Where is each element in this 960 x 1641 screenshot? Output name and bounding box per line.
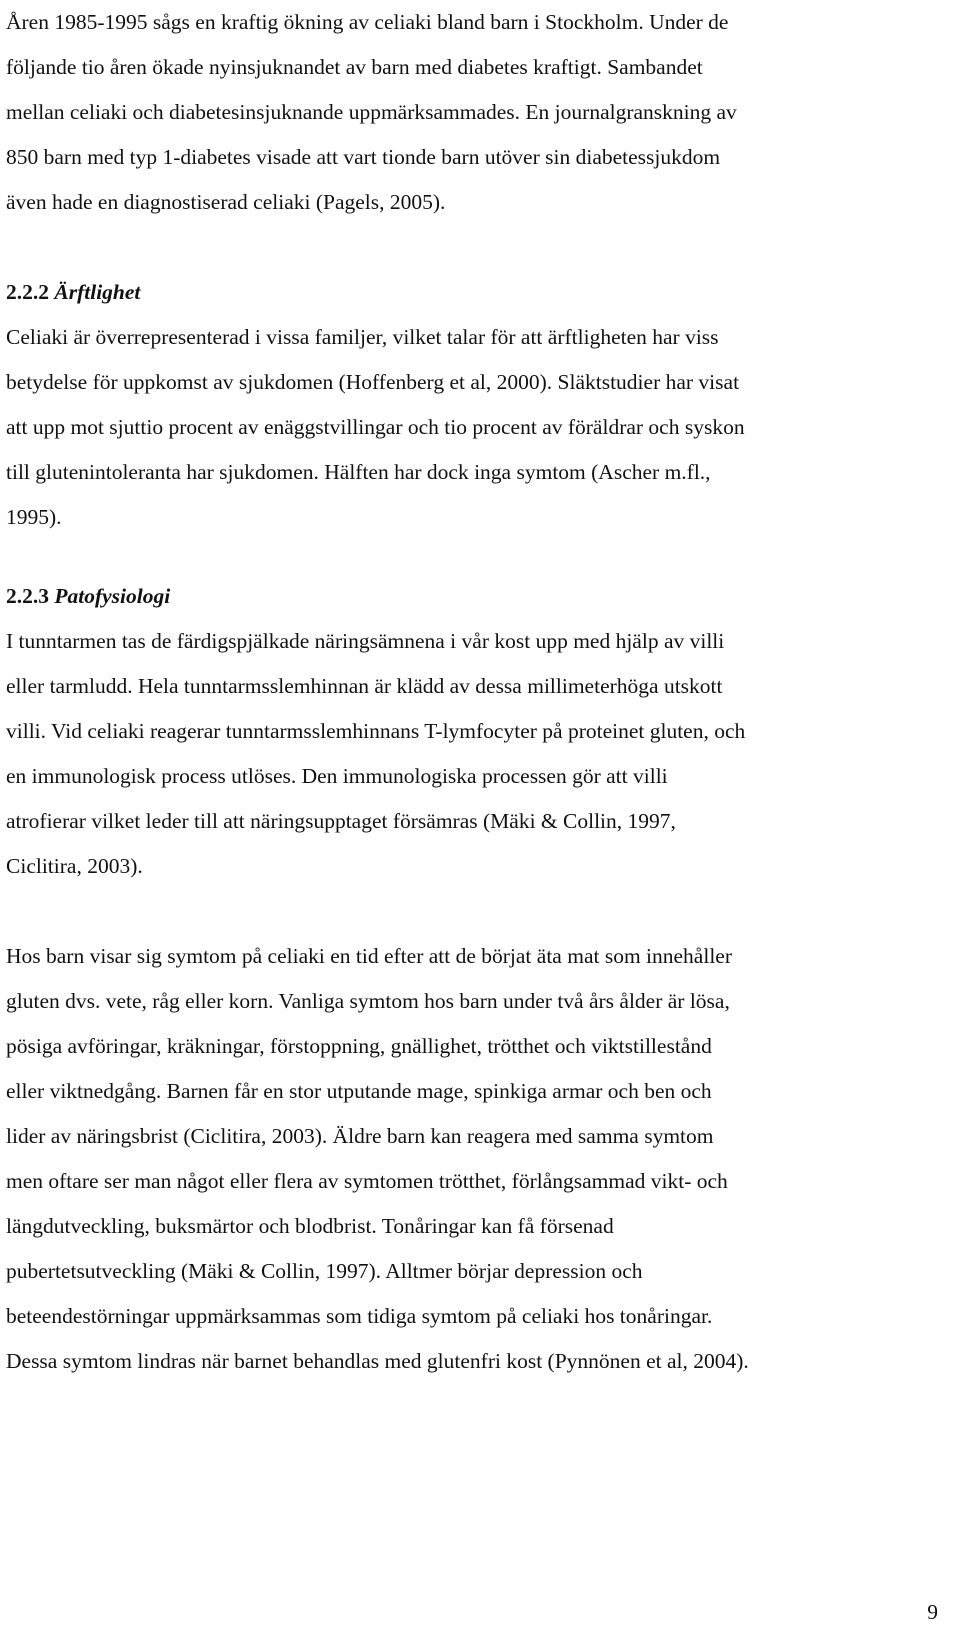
section-number: 2.2.3 <box>6 584 49 608</box>
text-line: att upp mot sjuttio procent av enäggstvillingar och tio procent av föräldrar och syskon <box>6 415 745 439</box>
text-line: längdutveckling, buksmärtor och blodbrist. Tonåringar kan få försenad <box>6 1214 614 1238</box>
section-title: Patofysiologi <box>54 584 171 608</box>
paragraph-arftlighet <box>6 315 956 540</box>
section-heading-arftlighet <box>6 270 956 315</box>
text-line: till glutenintoleranta har sjukdomen. Hälften har dock inga symtom (Ascher m.fl., <box>6 460 711 484</box>
text-line: följande tio åren ökade nyinsjuknandet av barn med diabetes kraftigt. Sambandet <box>6 55 703 79</box>
text-line: Ciclitira, 2003). <box>6 854 143 878</box>
text-line: lider av näringsbrist (Ciclitira, 2003). Äldre barn kan reagera med samma symtom <box>6 1124 714 1148</box>
text-line: beteendestörningar uppmärksammas som tidiga symtom på celiaki hos tonåringar. <box>6 1304 713 1328</box>
text-line: I tunntarmen tas de färdigspjälkade näringsämnena i vår kost upp med hjälp av villi <box>6 629 725 653</box>
text-line: villi. Vid celiaki reagerar tunntarmsslemhinnans T-lymfocyter på proteinet gluten, och <box>6 719 746 743</box>
text-line: en immunologisk process utlöses. Den immunologiska processen gör att villi <box>6 764 668 788</box>
text-line: 850 barn med typ 1-diabetes visade att vart tionde barn utöver sin diabetessjukdom <box>6 145 721 169</box>
page-number: 9 <box>927 1600 938 1624</box>
text-line: pubertetsutveckling (Mäki & Collin, 1997). Alltmer börjar depression och <box>6 1259 643 1283</box>
text-line: eller tarmludd. Hela tunntarmsslemhinnan är klädd av dessa millimeterhöga utskott <box>6 674 723 698</box>
text-line: Dessa symtom lindras när barnet behandlas med glutenfri kost (Pynnönen et al, 2004). <box>6 1349 749 1373</box>
text-line: eller viktnedgång. Barnen får en stor utputande mage, spinkiga armar och ben och <box>6 1079 712 1103</box>
text-line: även hade en diagnostiserad celiaki (Pagels, 2005). <box>6 190 446 214</box>
text-line: mellan celiaki och diabetesinsjuknande uppmärksammades. En journalgranskning av <box>6 100 737 124</box>
document-page <box>6 0 956 1384</box>
paragraph-symtom-barn <box>6 934 956 1384</box>
paragraph-patofysiologi <box>6 619 956 889</box>
spacer <box>6 225 956 270</box>
text-line: 1995). <box>6 505 62 529</box>
text-line: pösiga avföringar, kräkningar, förstoppning, gnällighet, trötthet och viktstillestånd <box>6 1034 712 1058</box>
text-line: Celiaki är överrepresenterad i vissa familjer, vilket talar för att ärftligheten har viss <box>6 325 719 349</box>
text-line: men oftare ser man något eller flera av symtomen trötthet, förlångsammad vikt- och <box>6 1169 728 1193</box>
paragraph-celiaki-diabetes <box>6 0 956 225</box>
text-line: atrofierar vilket leder till att näringsupptaget försämras (Mäki & Collin, 1997, <box>6 809 676 833</box>
text-line: betydelse för uppkomst av sjukdomen (Hoffenberg et al, 2000). Släktstudier har visat <box>6 370 740 394</box>
text-line: gluten dvs. vete, råg eller korn. Vanliga symtom hos barn under två års ålder är lösa, <box>6 989 730 1013</box>
section-title: Ärftlighet <box>54 280 141 304</box>
text-line: Hos barn visar sig symtom på celiaki en tid efter att de börjat äta mat som innehåller <box>6 944 733 968</box>
spacer <box>6 889 956 934</box>
text-line: Åren 1985-1995 sågs en kraftig ökning av celiaki bland barn i Stockholm. Under de <box>6 10 729 34</box>
section-heading-patofysiologi <box>6 574 956 619</box>
section-number: 2.2.2 <box>6 280 49 304</box>
spacer <box>6 540 956 574</box>
